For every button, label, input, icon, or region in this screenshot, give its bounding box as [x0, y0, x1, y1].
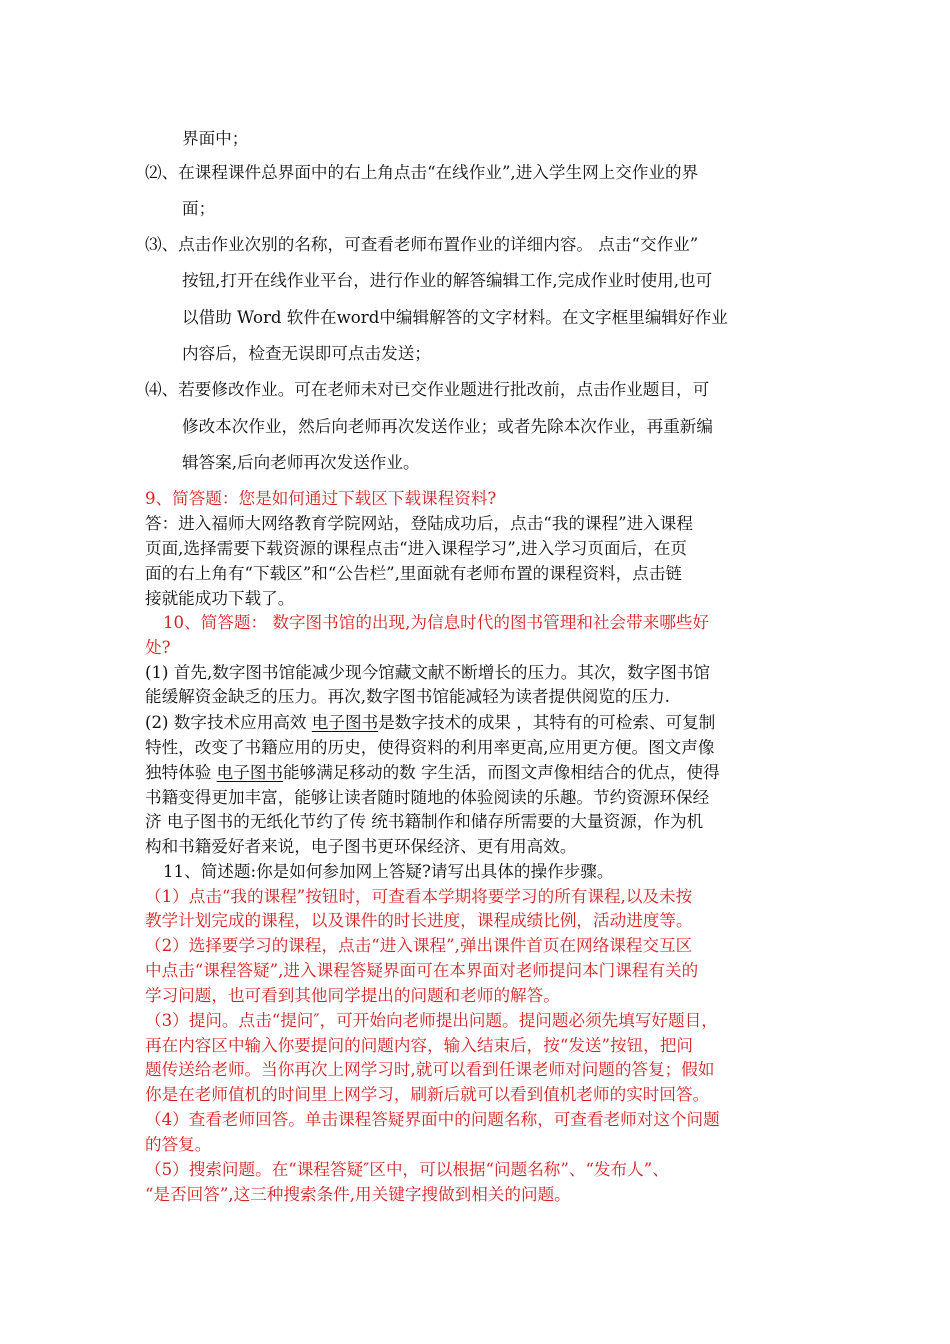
q11-step-line: 学习问题，也可看到其他同学提出的问题和老师的解答。	[145, 986, 560, 1005]
text-line: 面；	[182, 199, 216, 218]
text-line: ⑵、在课程课件总界面中的右上角点击“在线作业”,进入学生网上交作业的界	[145, 163, 699, 182]
q10-paragraph-line: 书籍变得更加丰富，能够让读者随时随地的体验阅读的乐趣。节约资源环保经	[145, 788, 710, 807]
text-line: 按钮,打开在线作业平台，进行作业的解答编辑工作,完成作业时使用,也可	[182, 271, 713, 290]
q9-answer-line: 页面,选择需要下载资源的课程点击“进入课程学习”,进入学习页面后，在页	[145, 539, 687, 558]
q11-step-line: （3）提问。点击“提问″，可开始向老师提出问题。提问题必须先填写好题目，	[145, 1011, 718, 1030]
q10-paragraph-line: 特性，改变了书籍应用的历史，使得资料的利用率更高,应用更方便。图文声像	[145, 738, 715, 757]
q11-step-line: （5）搜索问题。在“课程答疑″区中，可以根据“问题名称”、“发布人”、	[145, 1160, 669, 1179]
text-line: 界面中；	[182, 129, 249, 148]
q11-step-line: “是否回答”,这三种搜索条件,用关键字搜做到相关的问题。	[145, 1185, 571, 1204]
q9-answer-line: 面的右上角有“下载区”和“公告栏”,里面就有老师布置的课程资料，点击链	[145, 564, 683, 583]
q9-heading: 9、简答题：您是如何通过下载区下载课程资料?	[145, 489, 497, 508]
q11-step-line: （2）选择要学习的课程，点击“进入课程”,弹出课件首页在网络课程交互区	[145, 936, 693, 955]
text-line: 辑答案,后向老师再次发送作业。	[182, 453, 420, 472]
q10-heading: 处?	[145, 638, 171, 657]
q10-paragraph-line: (1) 首先,数字图书馆能减少现今馆藏文献不断增长的压力。其次，数字图书馆	[145, 663, 711, 682]
q10-heading: 10、简答题： 数字图书馆的出现,为信息时代的图书管理和社会带来哪些好	[163, 613, 710, 632]
text-line: 内容后，检查无误即可点击发送；	[182, 344, 431, 363]
q10-paragraph-line: 构和书籍爱好者来说，电子图书更环保经济、更有用高效。	[145, 837, 577, 856]
text-line: ⑷、若要修改作业。可在老师未对已交作业题进行批改前，点击作业题目，可	[145, 380, 710, 399]
q11-step-line: 你是在老师值机的时间里上网学习，刷新后就可以看到值机老师的实时回答。	[145, 1085, 710, 1104]
q11-step-line: （4）查看老师回答。单击课程答疑界面中的问题名称，可查看老师对这个问题	[145, 1110, 720, 1129]
q11-step-line: 中点击“课程答疑”,进入课程答疑界面可在本界面对老师提问本门课程有关的	[145, 961, 699, 980]
q9-answer-line: 答：进入福师大网络教育学院网站，登陆成功后，点击“我的课程”进入课程	[145, 514, 693, 533]
q11-step-line: 再在内容区中输入你要提问的问题内容，输入结束后，按“发送”按钮，把问	[145, 1036, 693, 1055]
q11-step-line: 的答复。	[145, 1135, 212, 1154]
q11-step-line: 教学计划完成的课程，以及课件的时长进度，课程成绩比例，活动进度等。	[145, 911, 693, 930]
text-segment: 独特体验	[145, 763, 217, 782]
ebook-link[interactable]: 电子图书	[216, 763, 284, 782]
ebook-link[interactable]: 电子图书	[311, 713, 379, 732]
q10-paragraph-line	[145, 712, 715, 734]
text-line: 以借助 Word 软件在word中编辑解答的文字材料。在文字框里编辑好作业	[182, 308, 728, 327]
text-line: 修改本次作业，然后向老师再次发送作业；或者先除本次作业，再重新编	[182, 417, 713, 436]
q10-paragraph-line: 能缓解资金缺乏的压力。再次,数字图书馆能减轻为读者提供阅览的压力.	[145, 687, 670, 706]
q9-answer-line: 接就能成功下载了。	[145, 589, 295, 608]
text-line: ⑶、点击作业次别的名称，可查看老师布置作业的详细内容。 点击“交作业”	[145, 235, 699, 254]
text-segment: 能够满足移动的数 字生活，而图文声像相结合的优点，使得	[283, 763, 720, 782]
text-segment: (2) 数字技术应用高效	[145, 713, 312, 732]
text-segment: 是数字技术的成果 ，其特有的可检索、可复制	[378, 713, 716, 732]
q11-heading: 11、简述题:你是如何参加网上答疑?请写出具体的操作步骤。	[163, 862, 614, 881]
q10-paragraph-line	[145, 762, 720, 784]
q11-step-line: 题传送给老师。当你再次上网学习时,就可以看到任课老师对问题的答复；假如	[145, 1060, 715, 1079]
q11-step-line: （1）点击“我的课程”按钮时，可查看本学期将要学习的所有课程,以及未按	[145, 887, 693, 906]
q10-paragraph-line: 济 电子图书的无纸化节约了传 统书籍制作和储存所需要的大量资源，作为机	[145, 812, 704, 831]
